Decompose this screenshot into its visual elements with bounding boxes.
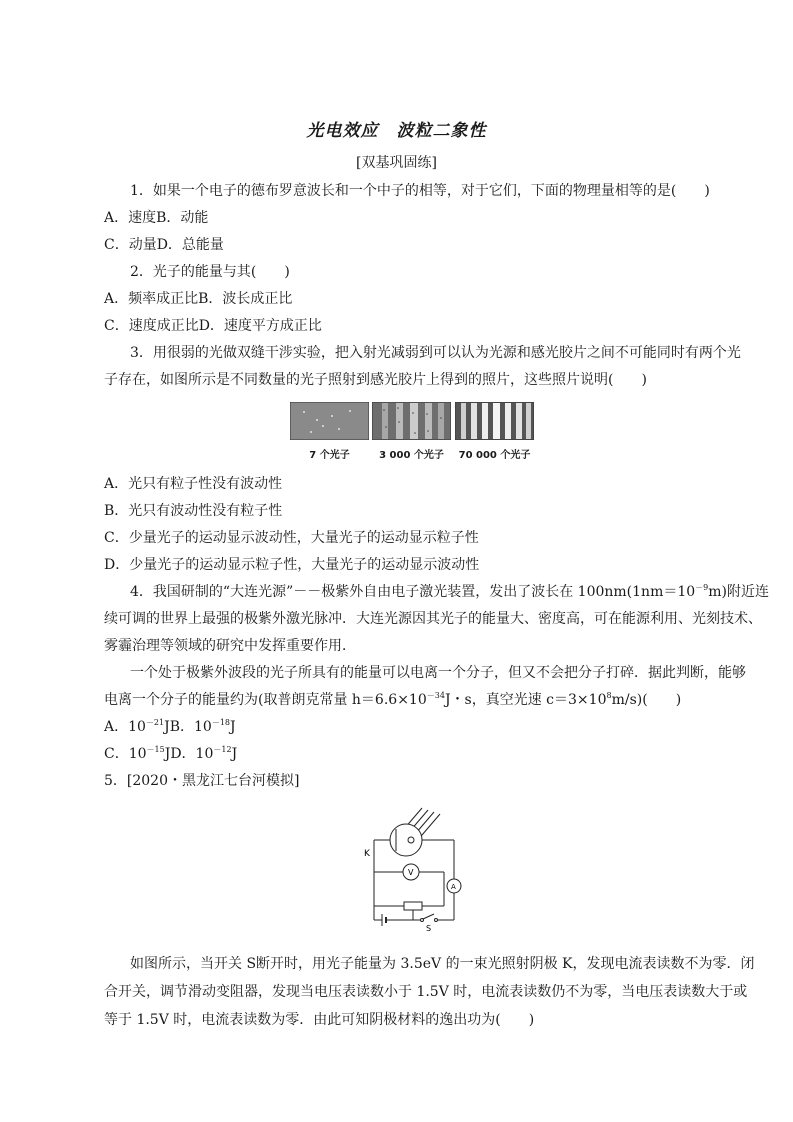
label-switch-s: S — [426, 924, 432, 932]
q4-opt-c-text: C．10 — [104, 746, 147, 762]
section-subtitle: [双基巩固练] — [356, 155, 437, 171]
label-cathode-k: K — [364, 849, 370, 859]
q4-line-5-a: 电离一个分子的能量约为(取普朗克常量 h＝6.6×10 — [104, 692, 427, 708]
q3-option-a: A．光只有粒子性没有波动性 — [104, 476, 283, 492]
q2-stem-text: 2．光子的能量与其( — [130, 264, 257, 280]
q5-line-3 — [104, 1011, 704, 1029]
caption-70000-photons: 70 000 个光子 — [458, 450, 531, 461]
q3-option-c: C．少量光子的运动显示波动性，大量光子的运动显示粒子性 — [104, 530, 479, 546]
q4-line-5 — [104, 691, 704, 709]
q5-line-1: 如图所示，当开关 S断开时，用光子能量为 3.5eV 的一束光照射阴极 K，发现电流表读数不为零．闭 — [130, 956, 755, 972]
q4-opt-a-exponent: －21 — [145, 718, 165, 727]
caption-3000-photons: 3 000 个光子 — [379, 450, 444, 461]
q2-paren-close: ) — [284, 264, 290, 280]
title-part-1: 光电效应 — [306, 121, 379, 141]
q5-paren-close: ) — [528, 1012, 535, 1028]
q4-opt-b-text: JB．10 — [164, 719, 212, 735]
label-voltmeter-v: V — [408, 868, 414, 877]
photo-7-photons — [290, 402, 369, 440]
photo-3000-photons — [372, 402, 451, 440]
q1-stem-text: 1．如果一个电子的德布罗意波长和一个中子的相等，对于它们，下面的物理量相等的是( — [130, 183, 677, 199]
q3-paren-close: ) — [641, 372, 647, 388]
photon-photos-figure — [290, 402, 535, 464]
q1-stem — [130, 182, 730, 200]
q4-line-1-exponent: －9 — [695, 583, 709, 592]
q4-line-2: 续可调的世界上最强的极紫外激光脉冲．大连光源因其光子的能量大、密度高，可在能源利用、光刻技术、 — [104, 611, 762, 627]
q4-opt-b-unit: J — [230, 719, 236, 735]
label-ammeter-a: A — [451, 883, 456, 891]
q4-paren-close: ) — [675, 692, 682, 708]
q4-opt-c-exponent: －15 — [146, 745, 165, 754]
q3-line-2-text: 子存在，如图所示是不同数量的光子照射到感光胶片上得到的照片，这些照片说明( — [104, 372, 614, 388]
q2-stem — [130, 263, 730, 281]
q4-line-4: 一个处于极紫外波段的光子所具有的能量可以电离一个分子，但又不会把分子打碎．据此判断，能够 — [130, 665, 746, 681]
q1-options-ab: A．速度B．动能 — [104, 210, 209, 226]
q4-line-1-b: m)附近连 — [708, 584, 770, 600]
q4-options-ab — [104, 718, 704, 736]
q5-line-2: 合开关，调节滑动变阻器，发现当电压表读数小于 1.5V 时，电流表读数仍不为零，当电压表读数大于或 — [104, 984, 748, 1000]
title-part-2: 波粒二象性 — [396, 121, 487, 141]
q3-option-b: B．光只有波动性没有粒子性 — [104, 503, 283, 519]
q4-line-3: 雾霾治理等领域的研究中发挥重要作用． — [104, 638, 356, 654]
q2-options-ab: A．频率成正比B．波长成正比 — [104, 291, 293, 307]
q5-header: 5．[2020・黑龙江七台河模拟] — [104, 773, 300, 789]
q5-line-3-text: 等于 1.5V 时，电流表读数为零．由此可知阴极材料的逸出功为( — [104, 1012, 501, 1028]
q4-opt-d-text: JD．10 — [164, 746, 214, 762]
q3-line-2 — [104, 371, 704, 389]
q4-light-speed-exponent: 8 — [606, 691, 612, 700]
q4-options-cd — [104, 745, 704, 763]
caption-7-photons: 7 个光子 — [309, 450, 350, 461]
q4-opt-b-exponent: －18 — [211, 718, 231, 727]
q4-opt-d-exponent: －12 — [213, 745, 232, 754]
photo-70000-photons — [455, 402, 534, 440]
q4-line-5-c: m/s)( — [611, 692, 648, 708]
q3-line-1: 3．用很弱的光做双缝干涉实验，把入射光减弱到可以认为光源和感光胶片之间不可能同时有两个光 — [130, 345, 741, 361]
q4-line-1 — [130, 583, 770, 601]
q4-planck-exponent: －34 — [426, 691, 445, 700]
q1-options-cd: C．动量D．总能量 — [104, 237, 224, 253]
photoelectric-circuit-diagram — [360, 806, 470, 932]
page-title — [0, 116, 793, 141]
q4-opt-a-text: A．10 — [104, 719, 146, 735]
q4-line-5-b: J・s，真空光速 c＝3×10 — [444, 692, 607, 708]
q4-line-1-a: 4．我国研制的“大连光源”－－极紫外自由电子激光装置，发出了波长在 100nm(1nm＝10 — [130, 584, 696, 600]
q4-opt-d-unit: J — [231, 746, 238, 762]
q1-paren-close: ) — [704, 183, 710, 199]
q3-option-d: D．少量光子的运动显示粒子性，大量光子的运动显示波动性 — [104, 557, 480, 573]
q2-options-cd: C．速度成正比D．速度平方成正比 — [104, 318, 322, 334]
